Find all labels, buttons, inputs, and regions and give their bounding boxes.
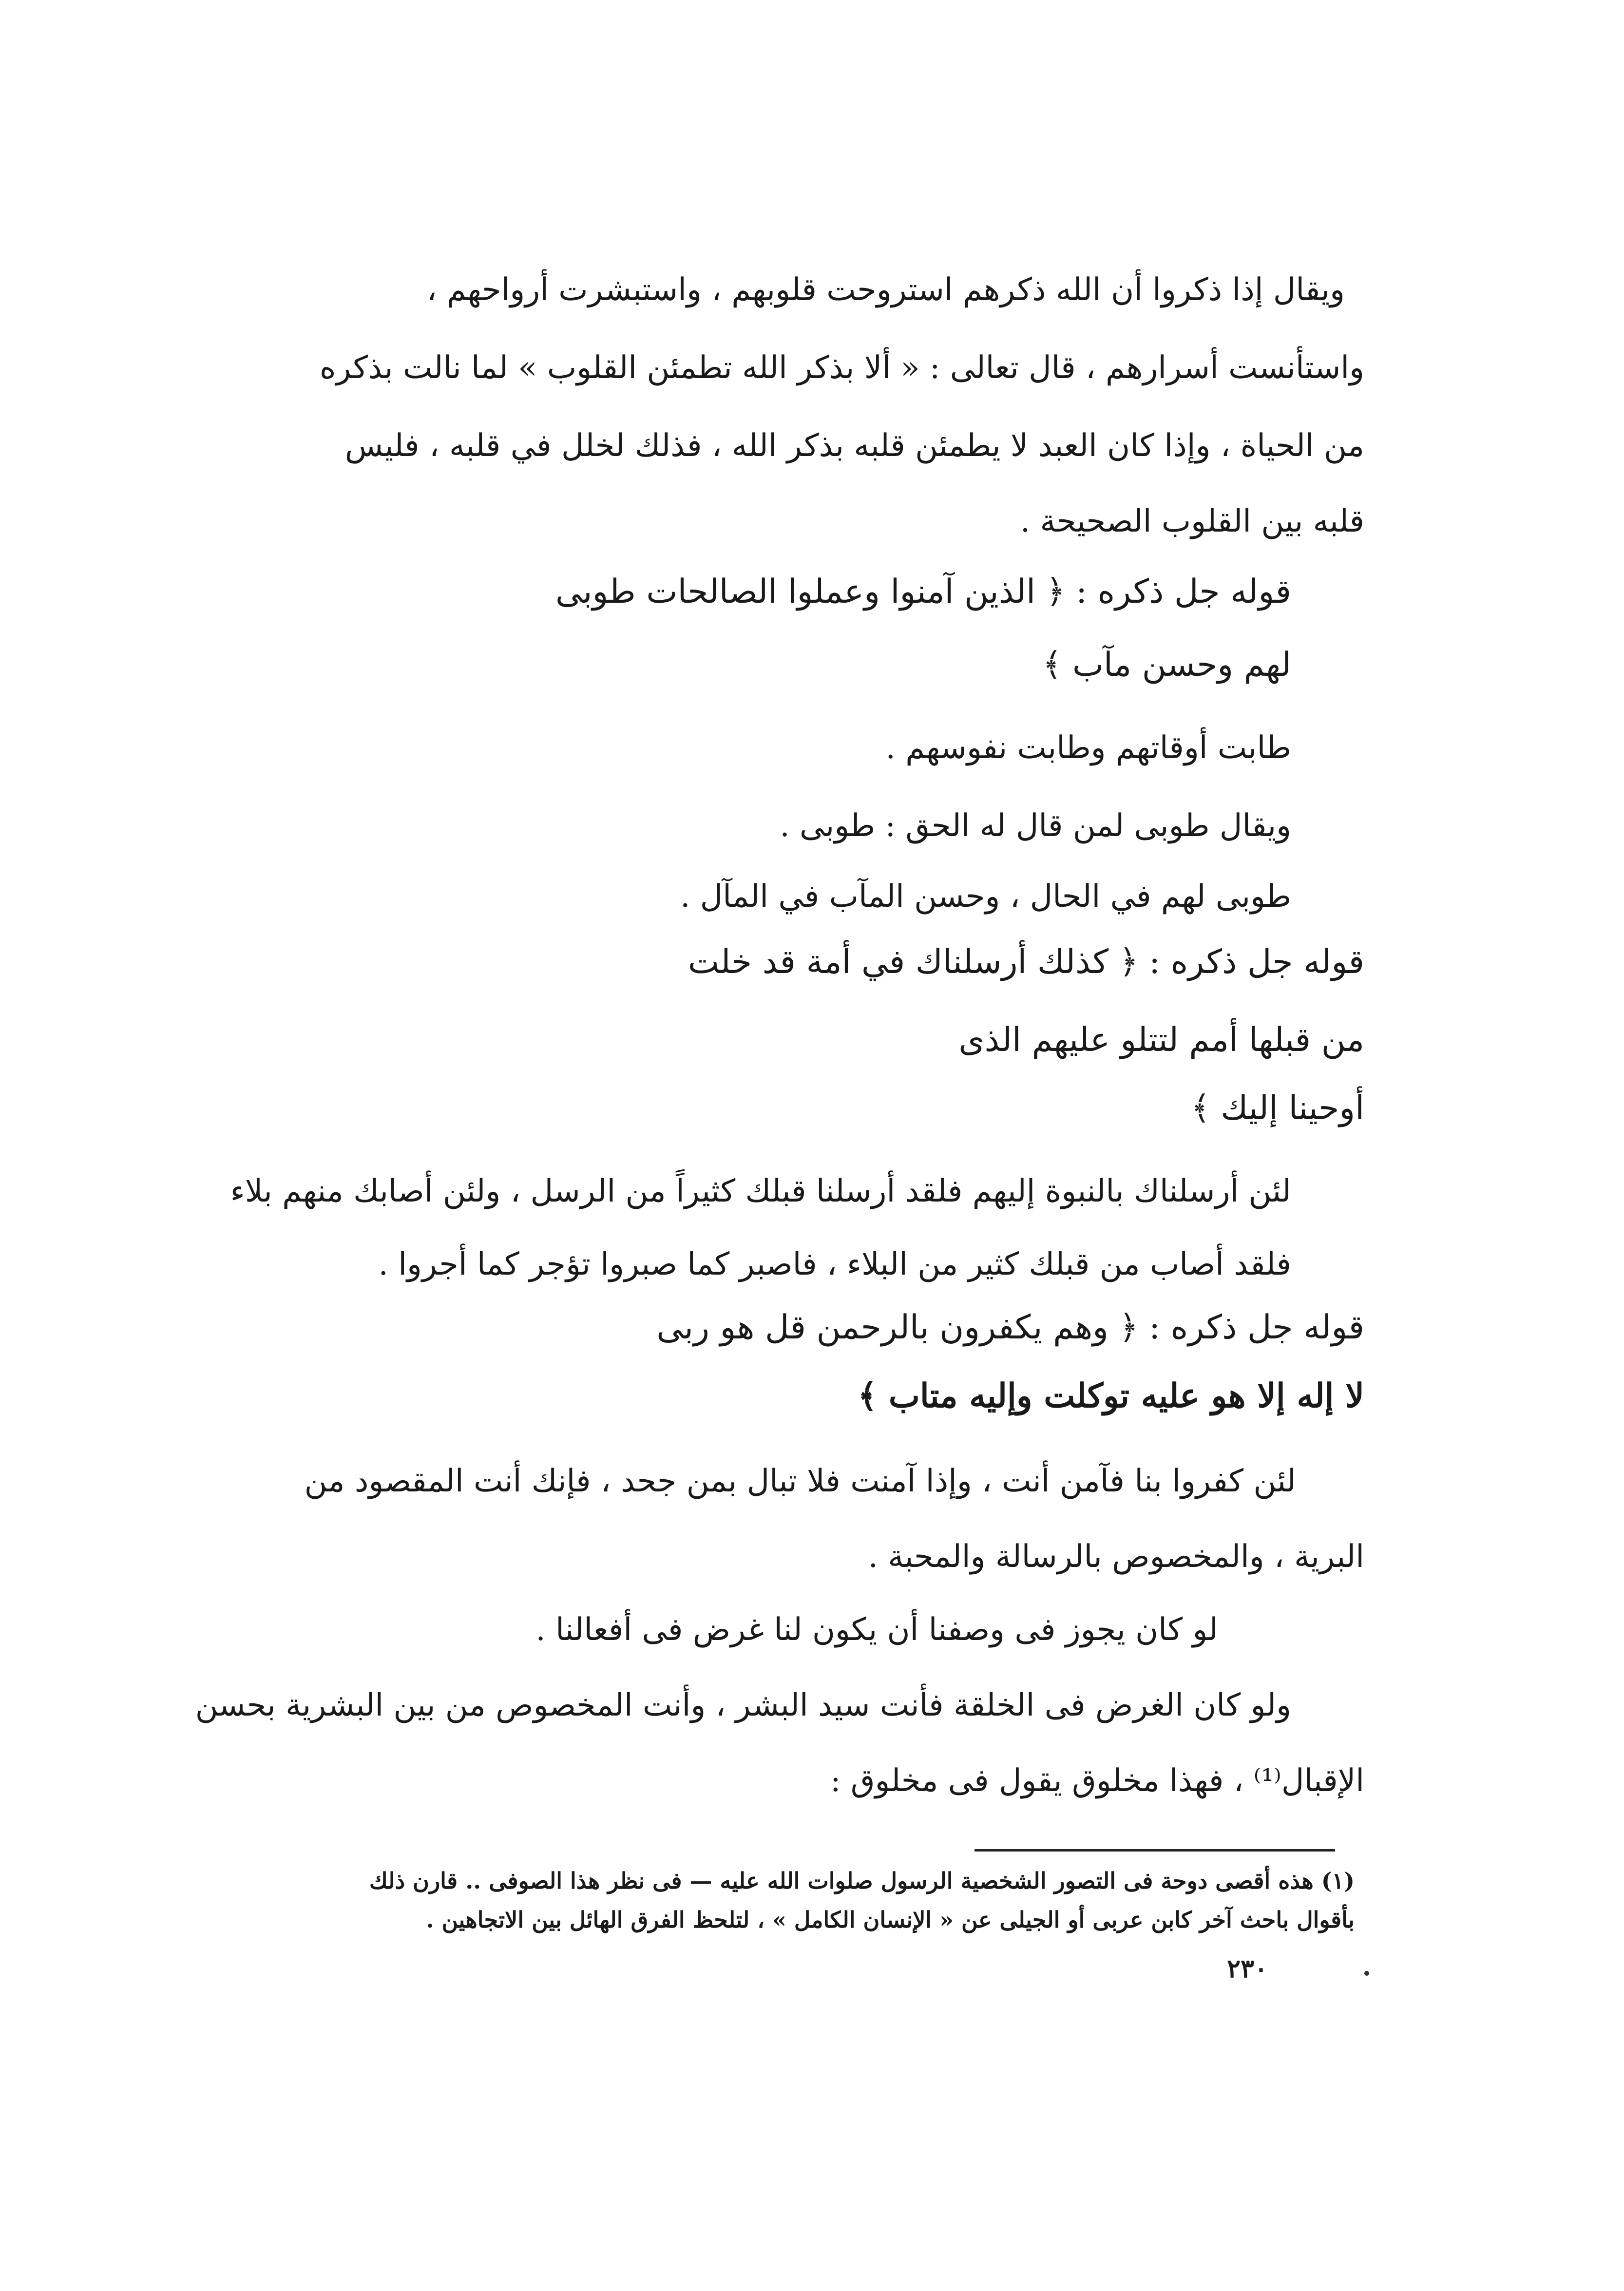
text-line: من الحياة ، وإذا كان العبد لا يطمئن قلبه بذكر الله ، فذلك لخلل في قلبه ، فليس [344, 428, 1364, 464]
footnote-line: بأقوال باحث آخر كابن عربى أو الجيلى عن « الإنسان الكامل » ، لتلحظ الفرق الهائل بين الاتجاهين . [426, 1907, 1355, 1933]
text-line: واستأنست أسرارهم ، قال تعالى : « ألا بذكر الله تطمئن القلوب » لما نالت بذكره [319, 350, 1364, 386]
text-line: البرية ، والمخصوص بالرسالة والمحبة . [868, 1539, 1364, 1575]
main-text [195, 0, 1364, 1852]
verse-line: من قبلها أمم لتتلو عليهم الذى [958, 1021, 1364, 1059]
text-line: ويقال طوبى لمن قال له الحق : طوبى . [780, 808, 1291, 844]
verse-line: أوحينا إليك ﴾ [1190, 1089, 1364, 1127]
text-line: لو كان يجوز فى وصفنا أن يكون لنا غرض فى أفعالنا . [535, 1612, 1218, 1648]
verse-line: قوله جل ذكره : ﴿ وهم يكفرون بالرحمن قل هو ربى [656, 1308, 1364, 1347]
text-line: فلقد أصاب من قبلك كثير من البلاء ، فاصبر كما صبروا تؤجر كما أجروا . [378, 1246, 1291, 1282]
page-number: ٢٣٠ [1227, 1954, 1268, 1984]
footnote-line: (١) هذه أقصى دوحة فى التصور الشخصية الرسول صلوات الله عليه — فى نظر هذا الصوفى .. قارن ذلك [369, 1868, 1355, 1894]
text-line: لئن أرسلناك بالنبوة إليهم فلقد أرسلنا قبلك كثيراً من الرسل ، ولئن أصابك منهم بلاء [230, 1173, 1291, 1209]
text-line: لئن كفروا بنا فآمن أنت ، وإذا آمنت فلا تبال بمن جحد ، فإنك أنت المقصود من [304, 1463, 1296, 1499]
verse-line: لهم وحسن مآب ﴾ [1042, 646, 1291, 684]
page-dot-mark [1364, 1971, 1369, 1976]
text-line: طابت أوقاتهم وطابت نفوسهم . [885, 730, 1291, 766]
verse-line: قوله جل ذكره : ﴿ الذين آمنوا وعملوا الصالحات طوبى [555, 573, 1291, 611]
text-line: قلبه بين القلوب الصحيحة . [1020, 503, 1364, 539]
text-line: طوبى لهم في الحال ، وحسن المآب في المآل . [680, 878, 1291, 915]
footnote-divider [974, 1849, 1335, 1852]
text-line: ولو كان الغرض فى الخلقة فأنت سيد البشر ، وأنت المخصوص من بين البشرية بحسن [195, 1687, 1291, 1723]
verse-line: قوله جل ذكره : ﴿ كذلك أرسلناك في أمة قد خلت [688, 943, 1364, 981]
text-line: الإقبال⁽¹⁾ ، فهذا مخلوق يقول فى مخلوق : [830, 1763, 1364, 1799]
text-line: ويقال إذا ذكروا أن الله ذكرهم استروحت قلوبهم ، واستبشرت أرواحهم ، [426, 272, 1345, 308]
verse-line: لا إله إلا هو عليه توكلت وإليه متاب ﴾ [858, 1376, 1364, 1415]
